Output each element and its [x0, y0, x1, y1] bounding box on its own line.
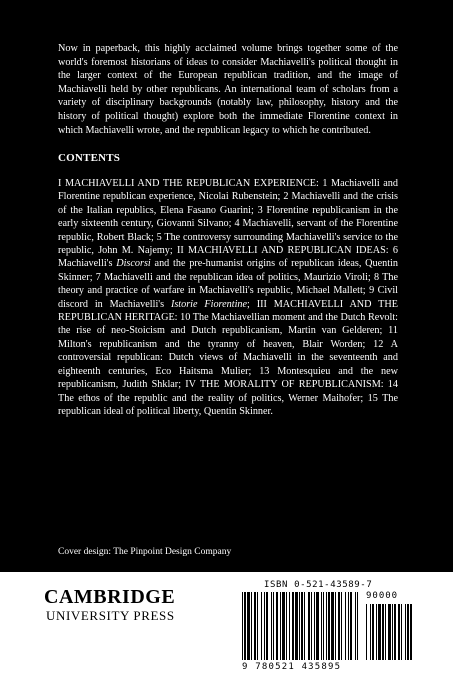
publisher-name: CAMBRIDGE — [44, 586, 176, 608]
isbn-label: ISBN 0-521-43589-7 — [264, 580, 373, 590]
contents-istorie-title: Istorie Fiorentine — [170, 298, 248, 310]
publisher-logo — [44, 586, 175, 624]
price-code: 90000 — [366, 591, 399, 601]
cover-blurb: Now in paperback, this highly acclaimed volume brings together some of the world's foremost historians of ideas to consider Machiavelli's political thought in the larger context of the European republican tradition, and the image of Machiavelli held by other republicans. An international team of scholars from a variety of disciplinary backgrounds (notably law, philosophy, history and the history of political thought) explore both the immediate Florentine context in which Machiavelli wrote, and the republican legacy to which he contributed. — [58, 43, 398, 136]
publisher-footer — [0, 572, 453, 680]
contents-part1: I MACHIAVELLI AND THE REPUBLICAN EXPERIENCE: 1 Machiavelli and Florentine republican experience, Nicolai Rubenstein; 2 Machiavelli and the crisis of the Italian republics, Elena Fasano Guarini; 3 Florentine republicanism in the early sixteenth century, Giovanni Silvano; 4 Machiavelli, servant of the Florentine republic, Robert Black; 5 The controversy surrounding Machiavelli's service to the republic, John M. Najemy; II MACHIAVELLI AND REPUBLICAN IDEAS: 6 Machiavelli's — [58, 178, 398, 270]
publisher-subtitle: UNIVERSITY PRESS — [46, 608, 175, 623]
isbn-barcode — [240, 580, 418, 680]
contents-discorsi-title: Discorsi — [116, 258, 151, 270]
contents-heading: CONTENTS — [58, 152, 121, 164]
barcode-icon — [240, 592, 418, 664]
cover-design-credit: Cover design: The Pinpoint Design Company — [58, 547, 232, 557]
contents-part3: ; III MACHIAVELLI AND THE REPUBLICAN HERITAGE: 10 The Machiavellian moment and the Dutch Revolt: the rise of neo-Stoicism and Dutch republicanism, Martin van Gelderen; 11 Milton's republicanism and the tyranny of heaven, Blair Worden; 12 A controversial republican: Dutch views of Machiavelli in the seventeenth and eighteenth centuries, Eco Haitsma Mulier; 13 Montesquieu and the new republicanism, Judith Shklar; IV THE MORALITY OF REPUBLICANISM: 14 The ethos of the republic and the reality of politics, Werner Maihofer; 15 The republican ideal of political liberty, Quentin Skinner. — [58, 298, 398, 417]
ean-digits: 9 780521 435895 — [242, 662, 342, 672]
contents-list — [58, 177, 398, 418]
contents-part2: and the pre-humanist origins of republican ideas, Quentin Skinner; 7 Machiavelli and the republican idea of politics, Maurizio Viroli; 8 The theory and practice of warfare in Machiavelli's republic, Michael Mallett; 9 Civil discord in Machiavelli's — [58, 258, 398, 310]
